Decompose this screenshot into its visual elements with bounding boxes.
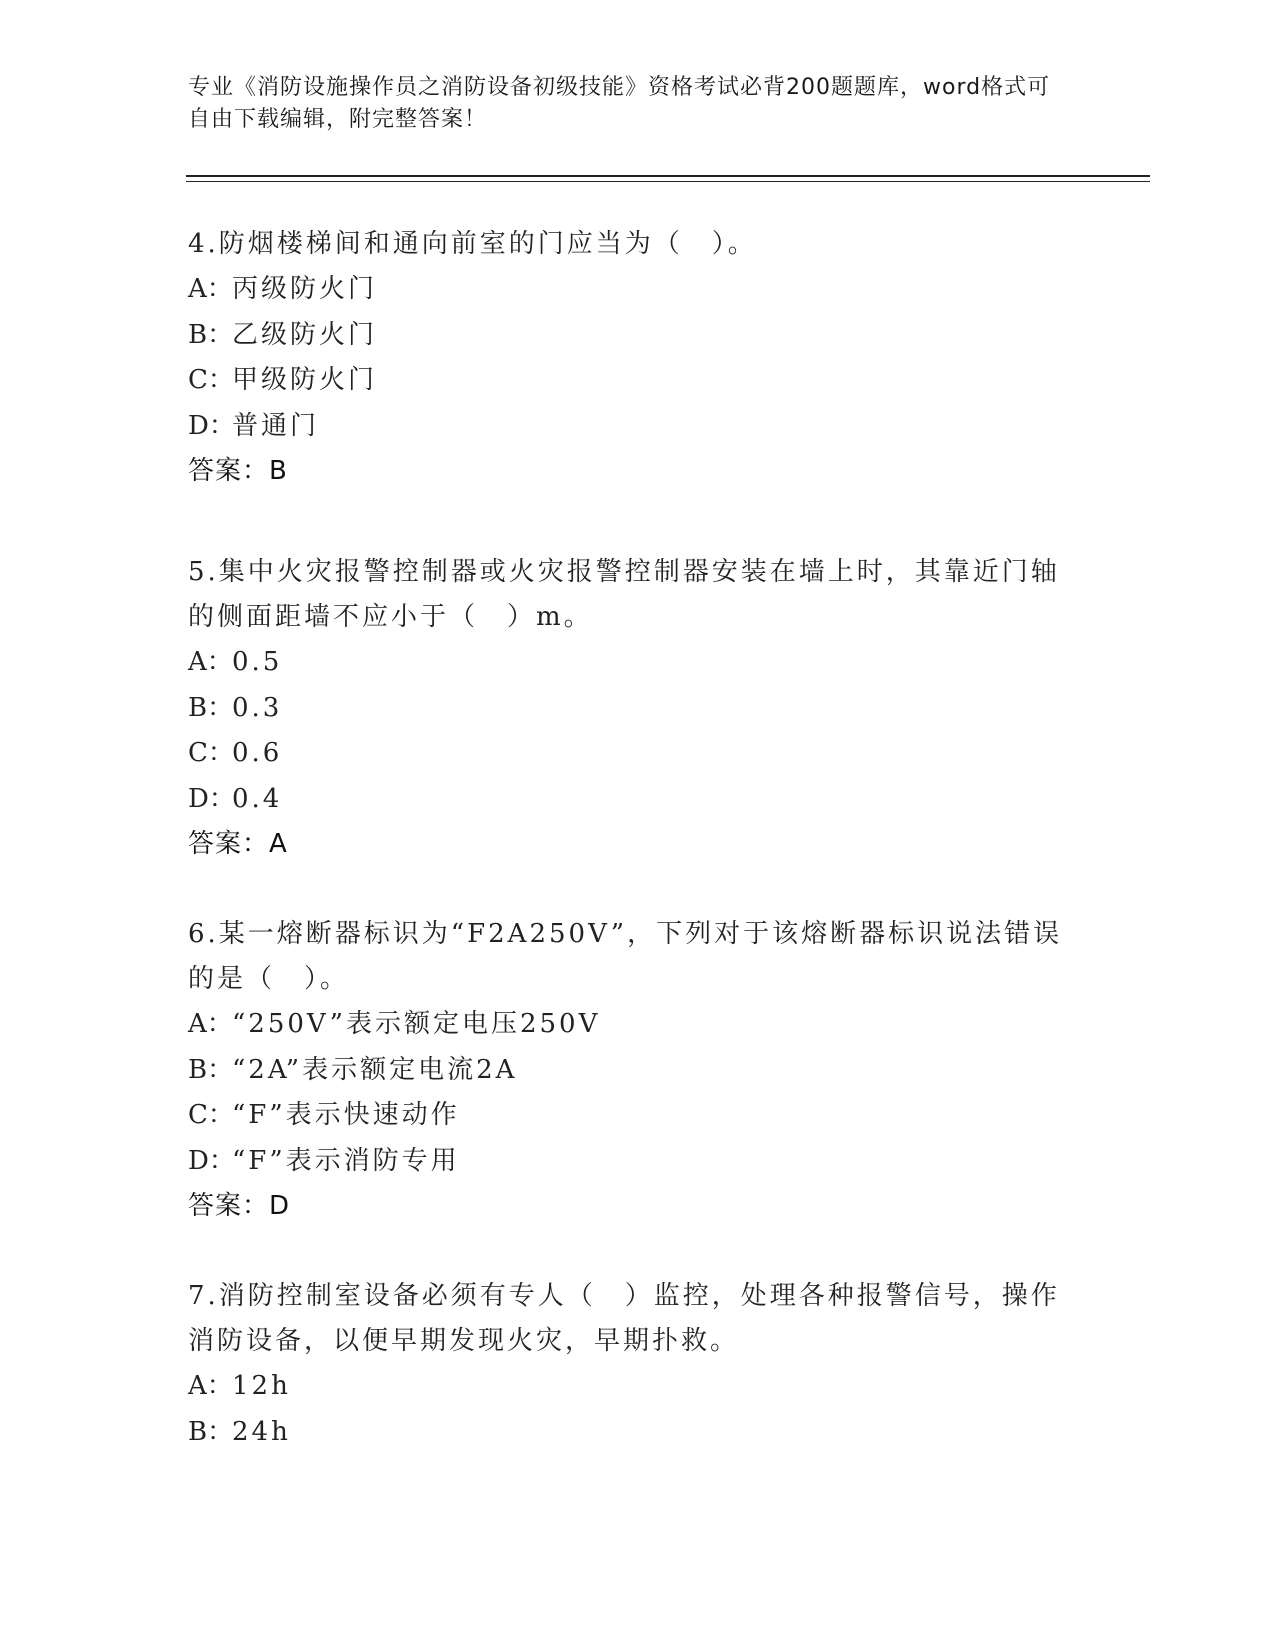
question-stem: 5.集中火灾报警控制器或火灾报警控制器安装在墙上时，其靠近门轴的侧面距墙不应小于（ ）m。 — [188, 557, 1060, 632]
option-text: 0.4 — [232, 783, 283, 814]
option-letter: B： — [188, 692, 234, 723]
question-6 — [188, 912, 1088, 1229]
option-letter: B： — [188, 1054, 234, 1085]
option-letter: B： — [188, 1416, 234, 1447]
question-stem: 7.消防控制室设备必须有专人（ ）监控，处理各种报警信号，操作消防设备，以便早期发现火灾，早期扑救。 — [188, 1281, 1060, 1356]
option-text: 甲级防火门 — [232, 365, 378, 395]
answer-label: 答案：B — [188, 456, 288, 486]
document-header: 专业《消防设施操作员之消防设备初级技能》资格考试必背200题题库，word格式可自由下载编辑，附完整答案！ — [188, 75, 1051, 132]
answer-label: 答案：A — [188, 829, 288, 859]
option-b — [188, 686, 1088, 732]
option-b — [188, 1048, 1088, 1094]
option-text: “250V”表示额定电压250V — [232, 1009, 601, 1039]
option-c — [188, 731, 1088, 777]
option-a — [188, 1364, 1088, 1410]
option-text: “F”表示消防专用 — [232, 1145, 460, 1176]
option-letter: D： — [188, 783, 235, 814]
option-c — [188, 358, 1088, 404]
option-text: “2A”表示额定电流2A — [232, 1054, 518, 1085]
option-letter: C： — [188, 365, 234, 395]
option-letter: D： — [188, 410, 235, 441]
header-divider-thick — [186, 175, 1150, 177]
option-letter: D： — [188, 1145, 235, 1176]
answer-label: 答案：D — [188, 1191, 291, 1221]
option-letter: A： — [188, 647, 233, 677]
option-a — [188, 1002, 1088, 1048]
option-text: 0.3 — [232, 692, 283, 723]
option-text: “F”表示快速动作 — [232, 1100, 460, 1130]
option-text: 0.5 — [232, 647, 283, 677]
option-d — [188, 404, 1088, 450]
question-stem: 4.防烟楼梯间和通向前室的门应当为（ ）。 — [188, 229, 757, 259]
option-d — [188, 777, 1088, 823]
option-letter: C： — [188, 1100, 234, 1130]
question-4 — [188, 222, 1088, 494]
option-c — [188, 1093, 1088, 1139]
header-divider-thin — [186, 181, 1150, 182]
option-letter: A： — [188, 1009, 233, 1039]
option-b — [188, 1410, 1088, 1456]
option-text: 24h — [232, 1416, 291, 1447]
option-letter: B： — [188, 319, 234, 350]
option-letter: A： — [188, 1371, 233, 1401]
option-text: 0.6 — [232, 738, 283, 768]
option-d — [188, 1139, 1088, 1185]
option-letter: C： — [188, 738, 234, 768]
option-text: 12h — [232, 1371, 291, 1401]
option-letter: A： — [188, 274, 233, 304]
option-text: 普通门 — [232, 410, 320, 441]
question-5 — [188, 550, 1088, 867]
question-stem: 6.某一熔断器标识为“F2A250V”，下列对于该熔断器标识说法错误的是（ ）。 — [188, 919, 1063, 994]
option-text: 乙级防火门 — [232, 319, 378, 350]
question-7 — [188, 1274, 1088, 1455]
option-b — [188, 313, 1088, 359]
option-text: 丙级防火门 — [232, 274, 378, 304]
option-a — [188, 640, 1088, 686]
option-a — [188, 267, 1088, 313]
